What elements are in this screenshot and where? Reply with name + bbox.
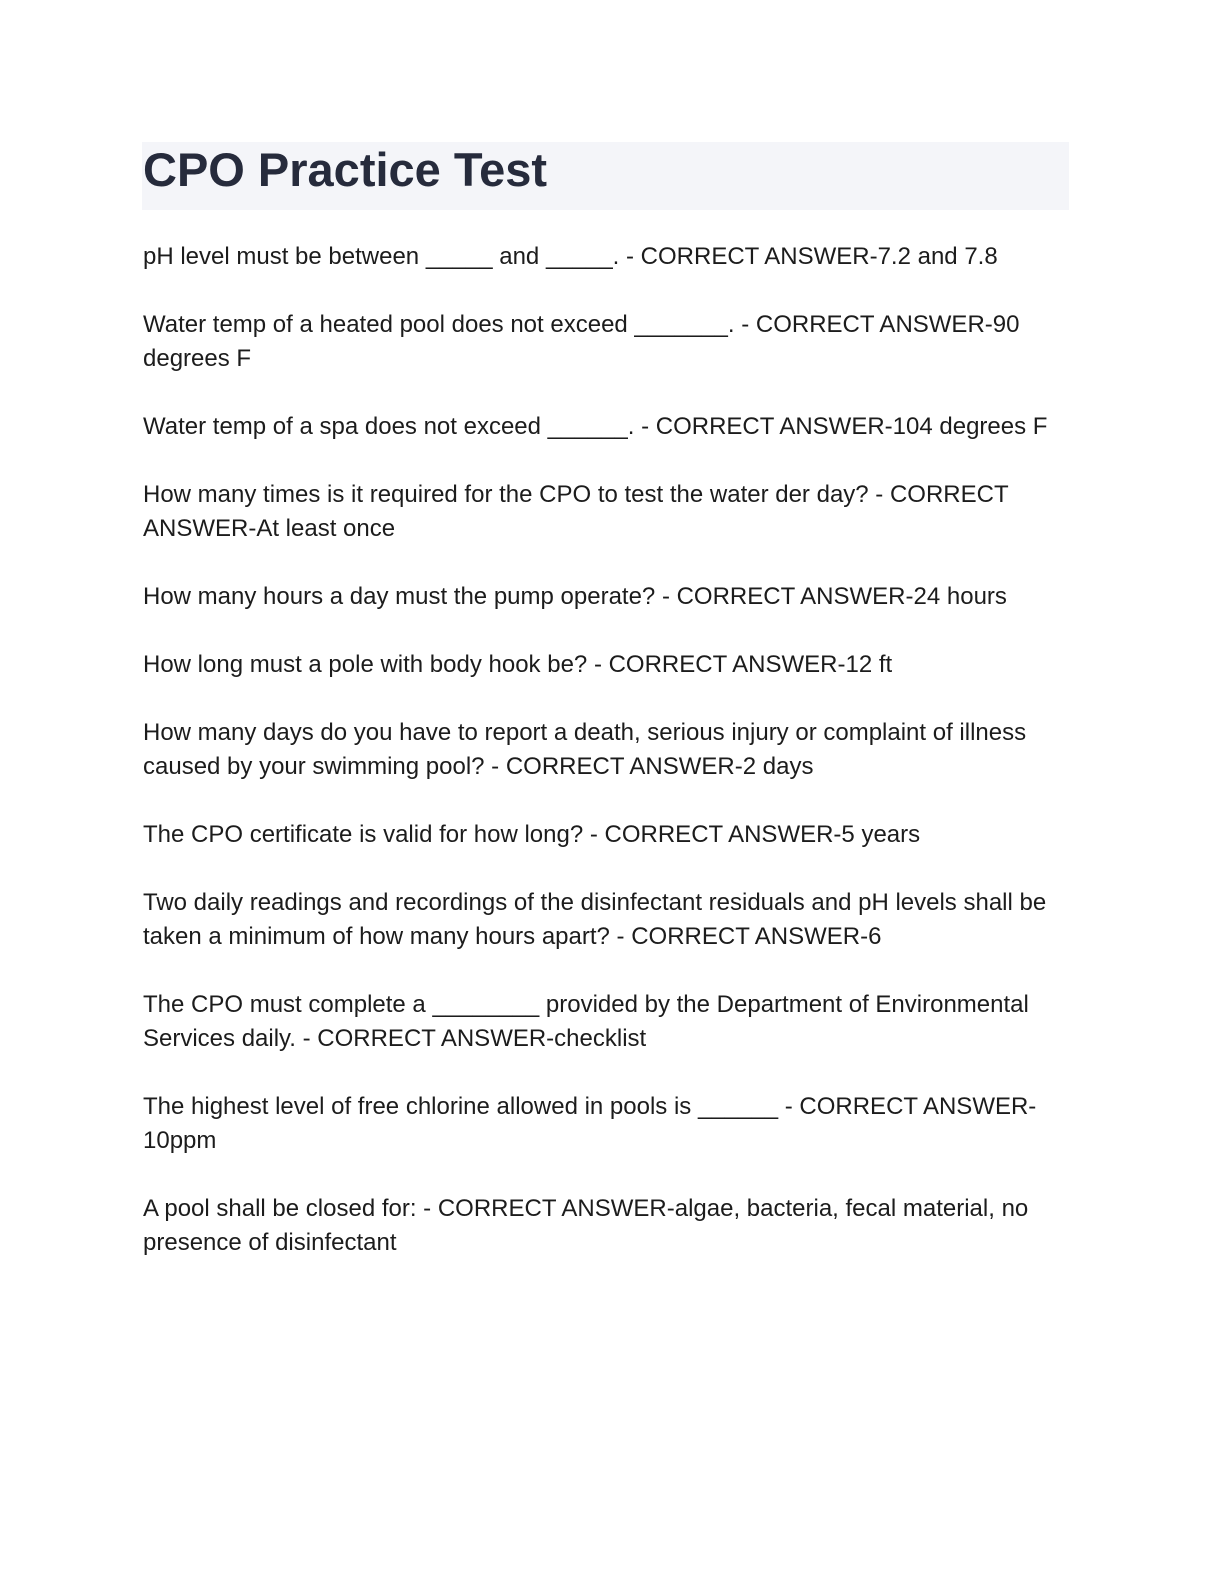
qa-item-3: Water temp of a spa does not exceed ______. - CORRECT ANSWER-104 degrees F bbox=[143, 413, 1048, 440]
qa-item-11: The highest level of free chlorine allowed in pools is ______ - CORRECT ANSWER-10ppm bbox=[143, 1093, 1037, 1154]
qa-item-8: The CPO certificate is valid for how long? - CORRECT ANSWER-5 years bbox=[143, 821, 921, 848]
qa-item-4: How many times is it required for the CPO to test the water der day? - CORRECT ANSWER-At least once bbox=[143, 481, 1009, 542]
qa-item-9: Two daily readings and recordings of the disinfectant residuals and pH levels shall be taken a minimum of how many hours apart? - CORRECT ANSWER-6 bbox=[143, 889, 1047, 950]
qa-item-6: How long must a pole with body hook be? - CORRECT ANSWER-12 ft bbox=[143, 651, 893, 678]
qa-item-10: The CPO must complete a ________ provided by the Department of Environmental Services daily. - CORRECT ANSWER-checklist bbox=[143, 991, 1029, 1052]
qa-item-7: How many days do you have to report a death, serious injury or complaint of illness caused by your swimming pool? - CORRECT ANSWER-2 days bbox=[143, 719, 1027, 780]
page-title: CPO Practice Test bbox=[143, 143, 548, 196]
qa-item-5: How many hours a day must the pump operate? - CORRECT ANSWER-24 hours bbox=[143, 583, 1007, 610]
qa-item-12: A pool shall be closed for: - CORRECT ANSWER-algae, bacteria, fecal material, no presence of disinfectant bbox=[143, 1195, 1029, 1256]
qa-item-2: Water temp of a heated pool does not exceed _______. - CORRECT ANSWER-90 degrees F bbox=[143, 311, 1020, 372]
qa-list bbox=[143, 240, 1068, 1294]
qa-item-1: pH level must be between _____ and _____. - CORRECT ANSWER-7.2 and 7.8 bbox=[143, 243, 998, 270]
